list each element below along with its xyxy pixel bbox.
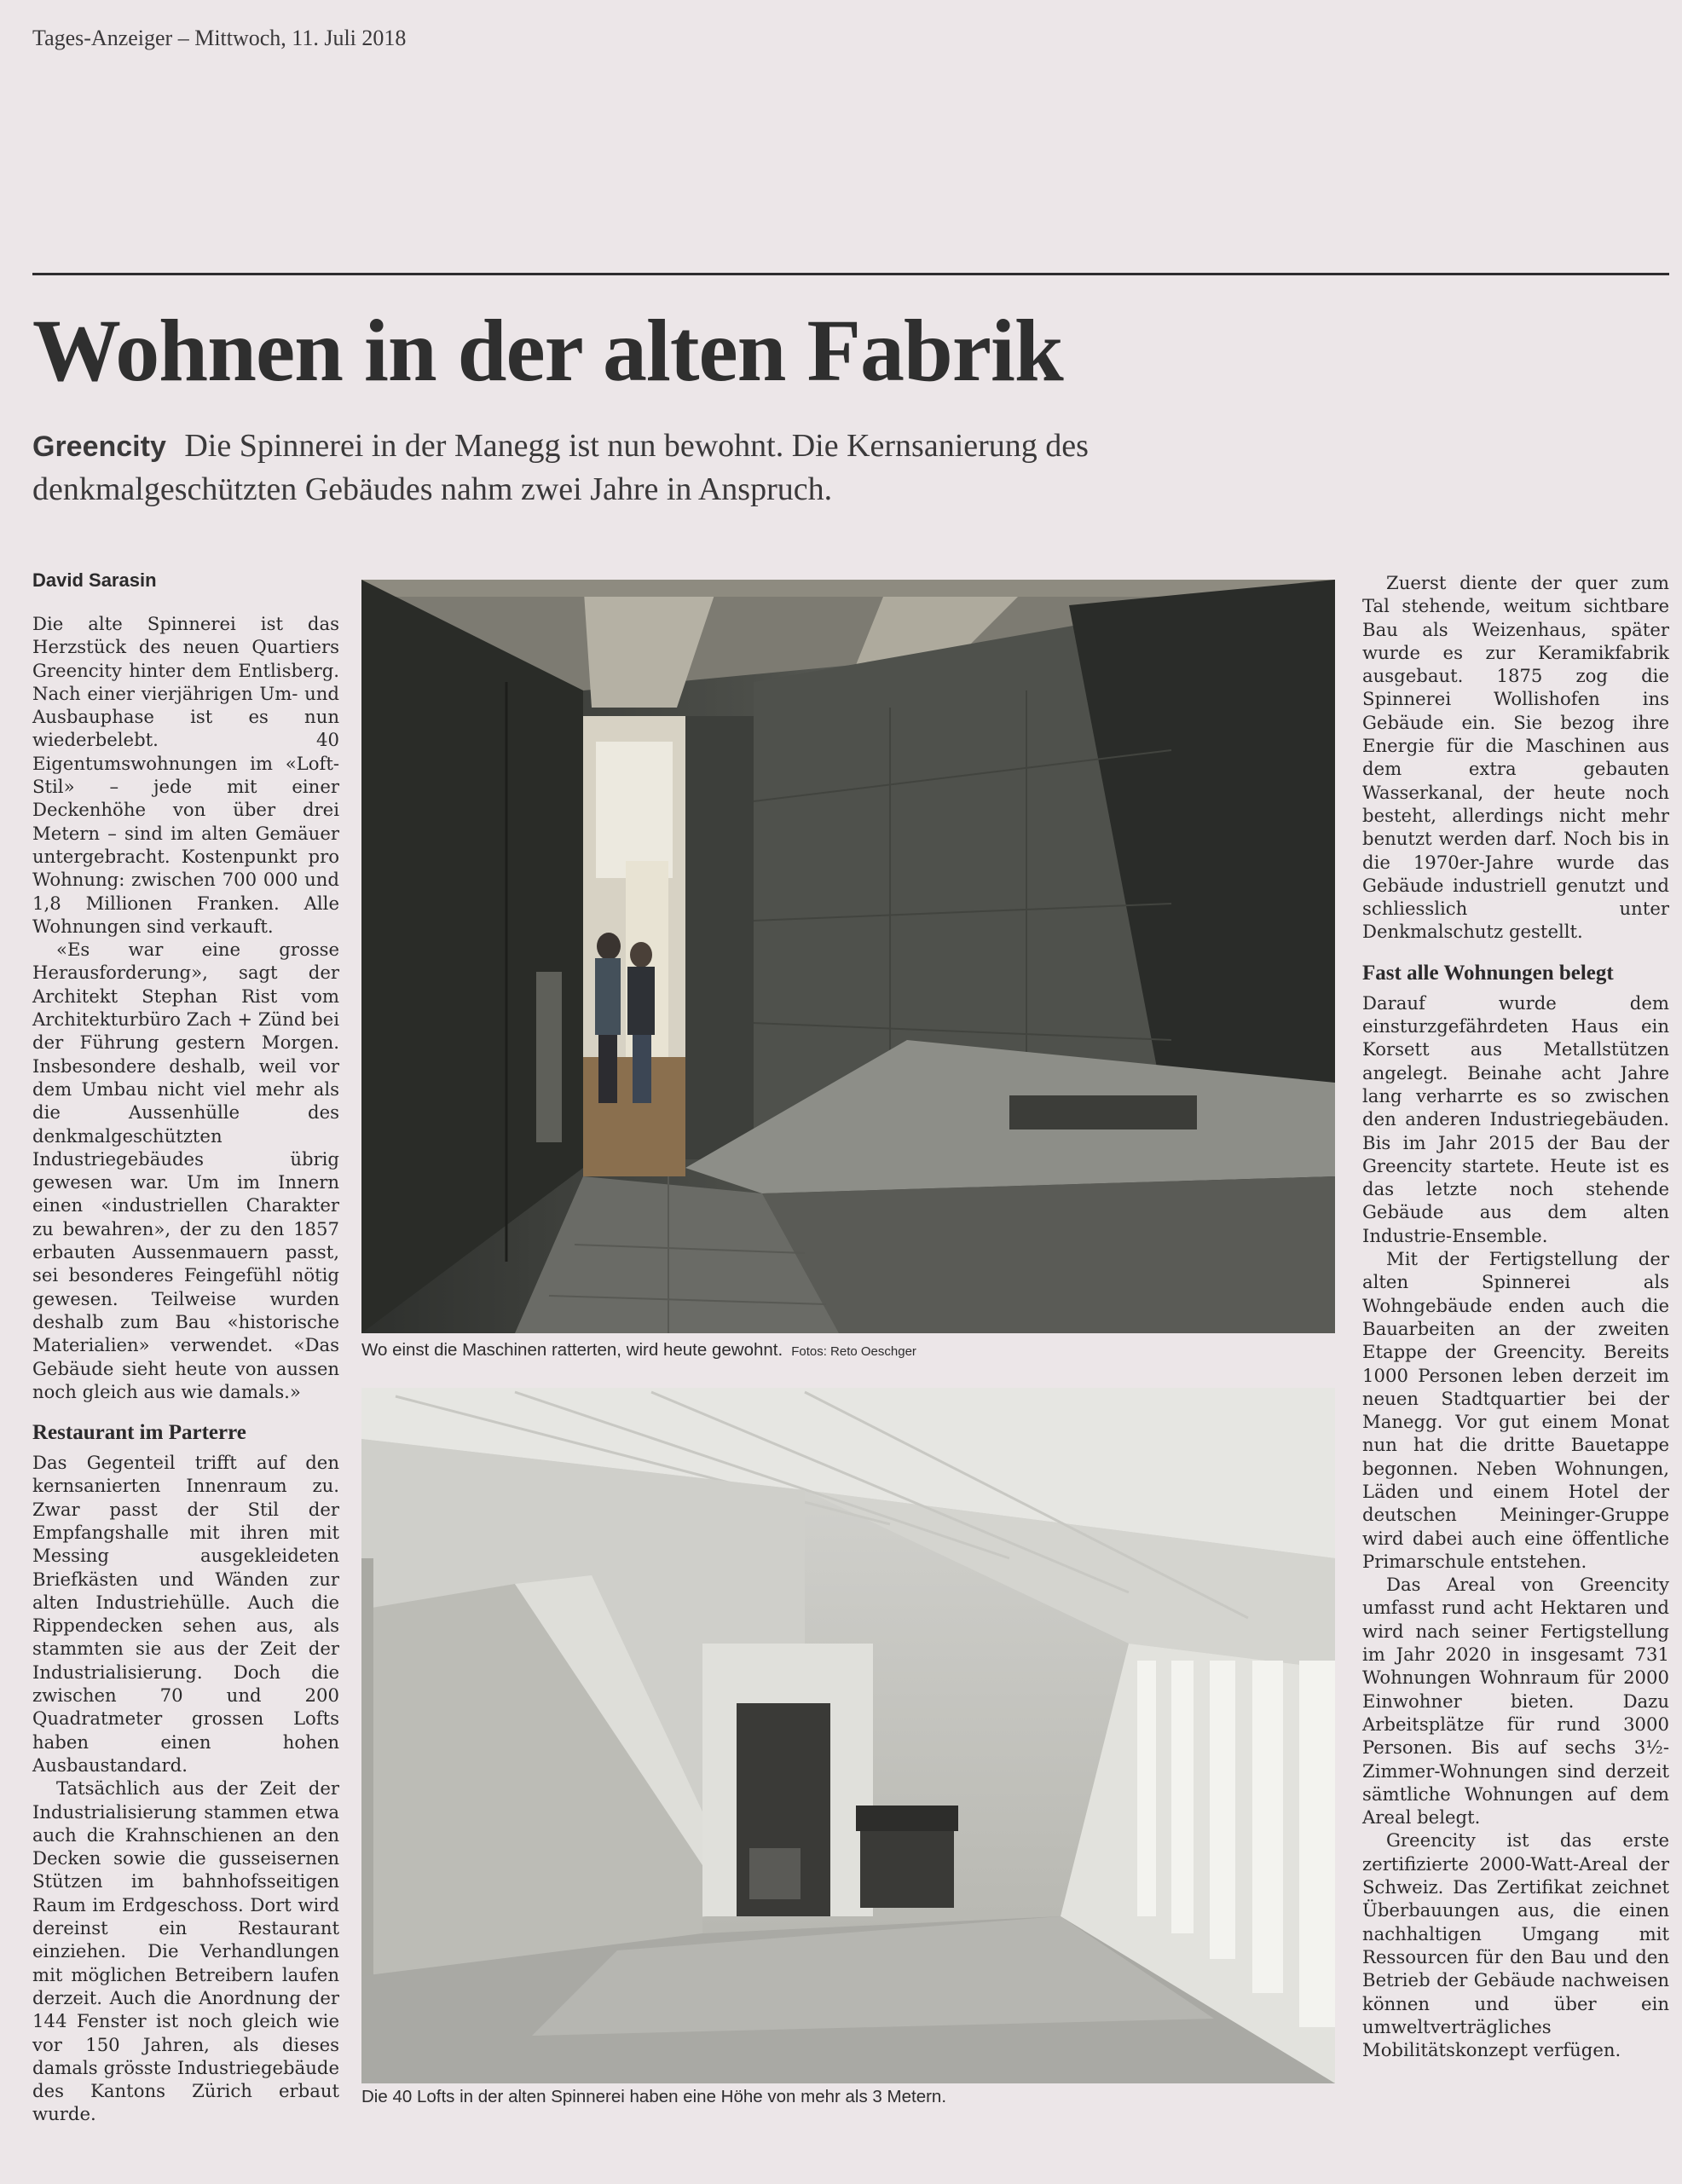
photo1-caption bbox=[361, 1340, 916, 1361]
left-text-column bbox=[32, 568, 339, 2126]
body-paragraph: Darauf wurde dem einsturzgefährdeten Haus ein Korsett aus Metallstützen angelegt. Beinahe acht Jahre lang verharrte es so zwischen den anderen Industriegebäuden. Bis im Jahr 2015 der Bau der Greencity startete. Heute ist es das letzte noch stehende Gebäude aus dem alten Industrie-Ensemble. bbox=[1362, 991, 1669, 1246]
subheading: Fast alle Wohnungen belegt bbox=[1362, 961, 1614, 985]
header-rule bbox=[32, 273, 1669, 275]
body-paragraph: Das Areal von Greencity umfasst rund acht Hektaren und wird nach seiner Fertigstellung im Jahr 2020 in insgesamt 731 Wohnungen Wohnraum für 2000 Einwohner bieten. Dazu Arbeitsplätze für rund 3000 Personen. Bis auf sechs 3½-Zimmer-Wohnungen sind derzeit sämtliche Wohnungen auf dem Areal belegt. bbox=[1362, 1574, 1669, 1829]
body-paragraph: Die alte Spinnerei ist das Herzstück des neuen Quartiers Greencity hinter dem Entlisberg. Nach einer vierjährigen Um- und Ausbauphase ist es nun wiederbelebt. 40 Eigentumswohnungen im «Loft-Stil» – jede mit einer Deckenhöhe von über drei Metern – sind im alten Gemäuer untergebracht. Kostenpunkt pro Wohnung: zwischen 700 000 und 1,8 Millionen Franken. Alle Wohnungen sind verkauft. bbox=[32, 613, 339, 937]
body-paragraph: Mit der Fertigstellung der alten Spinnerei als Wohngebäude enden auch die Bauarbeiten an der zweiten Etappe der Greencity. Bereits 1000 Personen leben derzeit im neuen Stadtquartier bei der Manegg. Vor gut einem Monat nun hat die dritte Bauetappe begonnen. Neben Wohnungen, Läden und einem Hotel der deutschen Meininger-Gruppe wird dabei auch eine öffentliche Primarschule entstehen. bbox=[1362, 1248, 1669, 1572]
right-text-column bbox=[1362, 571, 1669, 2061]
dateline: Tages-Anzeiger – Mittwoch, 11. Juli 2018 bbox=[32, 26, 407, 50]
body-paragraph: Zuerst diente der quer zum Tal stehende, weitum sichtbare Bau als Weizenhaus, später wurde es zur Keramikfabrik ausgebaut. 1875 zog die Spinnerei Wollishofen ins Gebäude ein. Sie bezog ihre Energie für die Maschinen aus dem extra gebauten Wasserkanal, der heute noch besteht, allerdings nicht mehr benutzt werden darf. Noch bis in die 1970er-Jahre wurde das Gebäude industriell genutzt und schliesslich unter Denkmalschutz gestellt. bbox=[1362, 572, 1669, 943]
kitchen-photo bbox=[361, 580, 1335, 1333]
body-paragraph: «Es war eine grosse Herausforderung», sagt der Architekt Stephan Rist vom Architekturbüro Zach + Zünd bei der Führung gestern Morgen. Insbesondere deshalb, weil vor dem Umbau nicht viel mehr als die Aussenhülle des denkmalgeschützten Industriegebäudes übrig gewesen war. Um im Innern einen «industriellen Charakter zu bewahren», der zu den 1857 erbauten Aussenmauern passt, sei besonderes Feingefühl nötig gewesen. Teilweise wurden deshalb zum Bau «historische Materialien» verwendet. «Das Gebäude sieht heute von aussen noch gleich aus wie damals.» bbox=[32, 939, 340, 1402]
loft-photo-image bbox=[361, 1388, 1335, 2083]
author-byline: David Sarasin bbox=[32, 569, 157, 591]
lead-text: Die Spinnerei in der Manegg ist nun bewohnt. Die Kernsanierung des denkmalgeschützten Gebäudes nahm zwei Jahre in Anspruch. bbox=[32, 428, 1089, 507]
rubric-label: Greencity bbox=[32, 430, 166, 463]
body-paragraph: Das Gegenteil trifft auf den kernsanierten Innenraum zu. Zwar passt der Stil der Empfangshalle mit ihren mit Messing ausgekleideten Briefkästen und Wänden zur alten Industriehülle. Auch die Rippendecken sehen aus, als stammten sie aus der Zeit der Industrialisierung. Doch die zwischen 70 und 200 Quadratmeter grossen Lofts haben einen hohen Ausbaustandard. bbox=[32, 1452, 339, 1776]
photo-credit: Fotos: Reto Oeschger bbox=[791, 1344, 916, 1359]
body-paragraph: Tatsächlich aus der Zeit der Industrialisierung stammen etwa auch die Krahnschienen an den Decken sowie die gusseisernen Stützen im bahnhofsseitigen Raum im Erdgeschoss. Dort wird dereinst ein Restaurant einziehen. Die Verhandlungen mit möglichen Betreibern laufen derzeit. Auch die Anordnung der 144 Fenster ist noch gleich wie vor 150 Jahren, als dieses damals grösste Industriegebäude des Kantons Zürich erbaut wurde. bbox=[32, 1777, 339, 2125]
lead-paragraph bbox=[32, 425, 1158, 511]
photo2-caption: Die 40 Lofts in der alten Spinnerei haben eine Höhe von mehr als 3 Metern. bbox=[361, 2087, 947, 2106]
photo1-caption-text: Wo einst die Maschinen ratterten, wird heute gewohnt. bbox=[361, 1340, 783, 1360]
body-paragraph: Greencity ist das erste zertifizierte 2000-Watt-Areal der Schweiz. Das Zertifikat zeichnet Überbauungen aus, die einen nachhaltigen Umgang mit Ressourcen für den Bau und den Betrieb der Gebäude nachweisen können und über ein umweltverträgliches Mobilitätskonzept verfügen. bbox=[1362, 1829, 1669, 2061]
kitchen-photo-image bbox=[361, 580, 1335, 1333]
headline: Wohnen in der alten Fabrik bbox=[32, 302, 1063, 400]
loft-photo bbox=[361, 1388, 1335, 2083]
subheading: Restaurant im Parterre bbox=[32, 1421, 246, 1445]
